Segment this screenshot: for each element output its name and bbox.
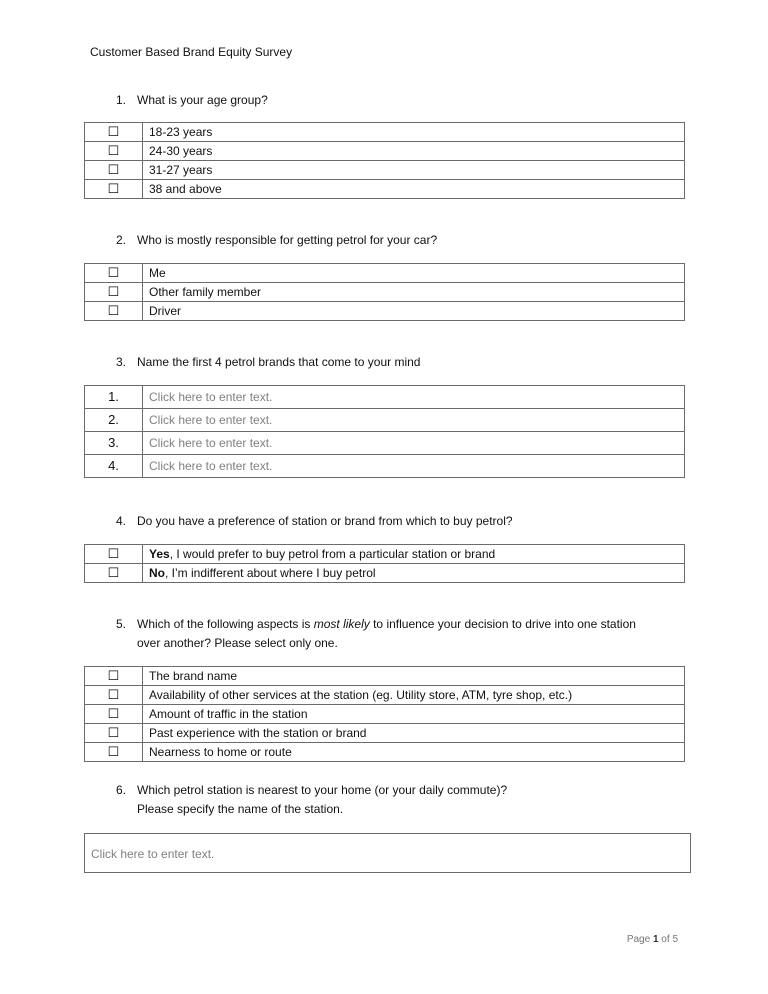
question-text: Do you have a preference of station or brand from which to buy petrol? <box>137 514 513 528</box>
question-1 <box>116 91 268 110</box>
option-row <box>85 123 685 142</box>
question-text: Which petrol station is nearest to your home (or your daily commute)? <box>137 783 508 797</box>
brand-row <box>85 432 685 455</box>
checkbox[interactable]: ☐ <box>85 123 143 142</box>
checkbox[interactable]: ☐ <box>85 686 143 705</box>
option-label <box>143 545 685 564</box>
checkbox[interactable]: ☐ <box>85 161 143 180</box>
option-rest: , I’m indifferent about where I buy petrol <box>165 566 376 580</box>
option-label: 31-27 years <box>143 161 685 180</box>
row-number: 1. <box>85 386 143 409</box>
question-5 <box>116 615 636 653</box>
option-row <box>85 724 685 743</box>
brand-row <box>85 409 685 432</box>
option-row <box>85 667 685 686</box>
checkbox[interactable]: ☐ <box>85 302 143 321</box>
brand-input[interactable]: Click here to enter text. <box>143 386 685 409</box>
question-text: to influence your decision to drive into one station <box>369 617 636 631</box>
option-label: Me <box>143 264 685 283</box>
question-2 <box>116 231 437 250</box>
checkbox[interactable]: ☐ <box>85 724 143 743</box>
option-label: Nearness to home or route <box>143 743 685 762</box>
question-text: Name the first 4 petrol brands that come to your mind <box>137 355 421 369</box>
option-row <box>85 686 685 705</box>
brand-input[interactable]: Click here to enter text. <box>143 455 685 478</box>
question-number: 6. <box>116 783 127 797</box>
row-number: 4. <box>85 455 143 478</box>
question-number: 1. <box>116 93 127 107</box>
option-row <box>85 283 685 302</box>
question-text-line2: Please specify the name of the station. <box>137 802 344 816</box>
row-number: 3. <box>85 432 143 455</box>
checkbox[interactable]: ☐ <box>85 283 143 302</box>
option-row <box>85 705 685 724</box>
q4-options-table <box>84 544 685 583</box>
option-bold: No <box>149 566 165 580</box>
page-of: of <box>658 934 673 945</box>
question-emphasis: most likely <box>313 617 370 631</box>
question-text: Which of the following aspects is <box>137 617 314 631</box>
option-row <box>85 142 685 161</box>
page-label: Page <box>626 934 653 945</box>
option-label: Driver <box>143 302 685 321</box>
total-pages: 5 <box>672 934 678 945</box>
brand-row <box>85 455 685 478</box>
q1-options-table <box>84 122 685 199</box>
question-number: 4. <box>116 514 127 528</box>
checkbox[interactable]: ☐ <box>85 180 143 199</box>
option-row <box>85 302 685 321</box>
q2-options-table <box>84 263 685 321</box>
checkbox[interactable]: ☐ <box>85 564 143 583</box>
option-bold: Yes <box>149 547 170 561</box>
brand-row <box>85 386 685 409</box>
checkbox[interactable]: ☐ <box>85 264 143 283</box>
question-text: Who is mostly responsible for getting petrol for your car? <box>137 233 438 247</box>
question-text-line2: over another? Please select only one. <box>137 636 338 650</box>
checkbox[interactable]: ☐ <box>85 667 143 686</box>
option-row <box>85 161 685 180</box>
survey-title: Customer Based Brand Equity Survey <box>90 45 293 59</box>
option-label: Past experience with the station or brand <box>143 724 685 743</box>
option-label <box>143 564 685 583</box>
option-row <box>85 180 685 199</box>
question-3 <box>116 353 420 372</box>
option-label: 18-23 years <box>143 123 685 142</box>
option-label: Availability of other services at the station (eg. Utility store, ATM, tyre shop, etc.) <box>143 686 685 705</box>
option-label: Amount of traffic in the station <box>143 705 685 724</box>
question-4 <box>116 512 513 531</box>
question-number: 5. <box>116 617 127 631</box>
question-number: 2. <box>116 233 127 247</box>
question-6 <box>116 781 507 819</box>
checkbox[interactable]: ☐ <box>85 142 143 161</box>
option-row <box>85 264 685 283</box>
option-row <box>85 564 685 583</box>
checkbox[interactable]: ☐ <box>85 705 143 724</box>
option-row <box>85 743 685 762</box>
checkbox[interactable]: ☐ <box>85 743 143 762</box>
page-number <box>627 934 678 945</box>
option-row <box>85 545 685 564</box>
brand-input[interactable]: Click here to enter text. <box>143 409 685 432</box>
question-number: 3. <box>116 355 127 369</box>
station-name-input[interactable]: Click here to enter text. <box>84 833 691 873</box>
option-label: The brand name <box>143 667 685 686</box>
option-label: Other family member <box>143 283 685 302</box>
current-page: 1 <box>652 934 659 945</box>
checkbox[interactable]: ☐ <box>85 545 143 564</box>
option-label: 24-30 years <box>143 142 685 161</box>
q3-brands-table <box>84 385 685 478</box>
option-label: 38 and above <box>143 180 685 199</box>
option-rest: , I would prefer to buy petrol from a particular station or brand <box>169 547 496 561</box>
question-text: What is your age group? <box>137 93 268 107</box>
row-number: 2. <box>85 409 143 432</box>
brand-input[interactable]: Click here to enter text. <box>143 432 685 455</box>
q5-options-table <box>84 666 685 762</box>
